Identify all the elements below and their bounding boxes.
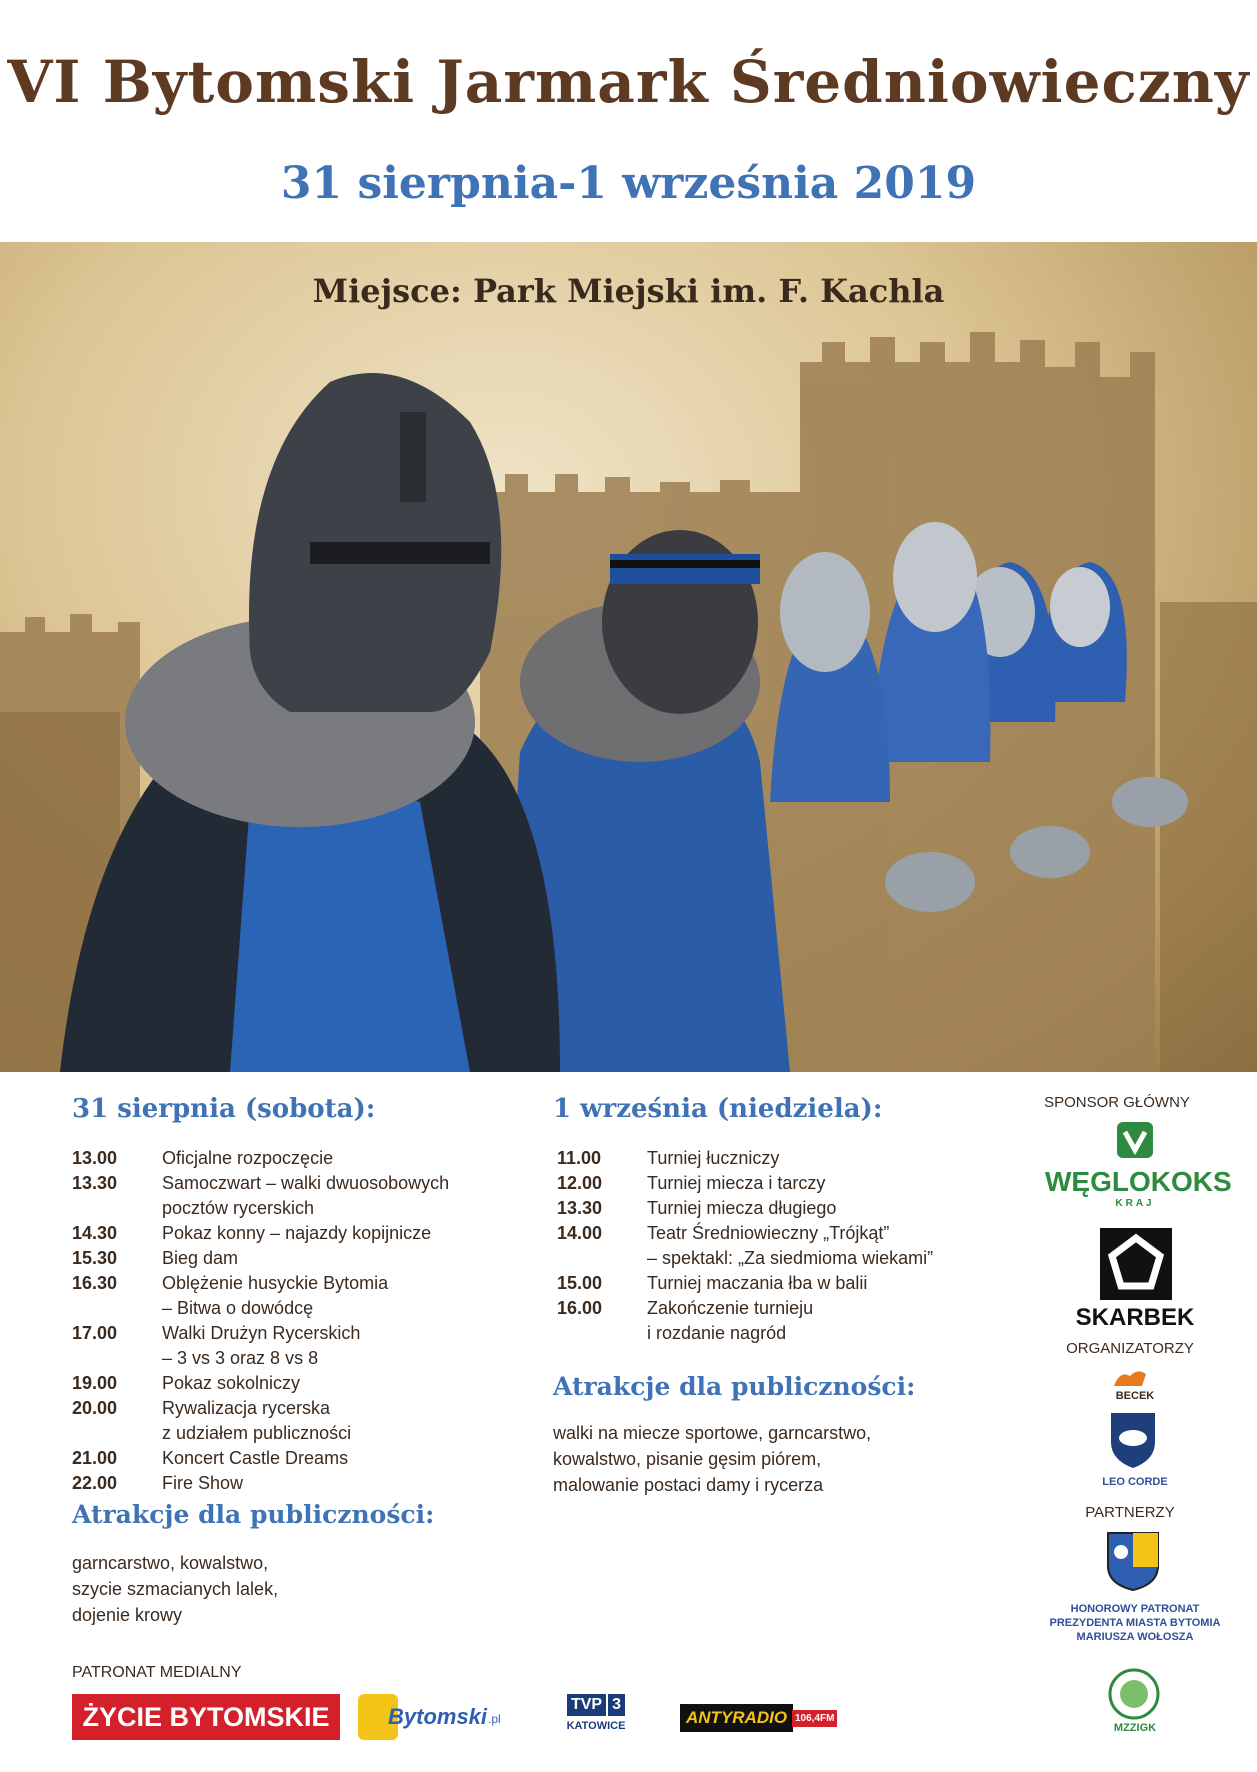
event-line: Turniej miecza długiego [647,1198,837,1218]
event-line: Turniej miecza i tarczy [647,1173,826,1193]
event-line: Rywalizacja rycerska [162,1398,331,1418]
event-time: 21.00 [72,1448,118,1468]
event-line: Bieg dam [162,1248,239,1268]
tvp-city: KATOWICE [566,1720,626,1732]
event-dates: 31 sierpnia-1 września 2019 [280,158,977,209]
schedule-row [72,1271,512,1321]
attraction-line: kowalstwo, pisanie gęsim piórem, [553,1449,822,1469]
poster-title: VI Bytomski Jarmark Średniowieczny [7,48,1250,116]
event-line: Pokaz sokolniczy [162,1373,301,1393]
antyradio-logo [680,1700,835,1740]
weglokoks-leaf-icon [1115,1120,1155,1165]
schedule-row [72,1471,512,1496]
patronage-line: PREZYDENTA MIASTA BYTOMIA [1049,1617,1221,1629]
event-time: 16.30 [72,1273,118,1293]
mzzigk-logo: MZZIGK [1113,1722,1157,1734]
event-name [162,1221,492,1246]
patronage-line: HONOROWY PATRONAT [1070,1603,1200,1615]
schedule-row [557,1146,997,1171]
schedule-row [72,1221,512,1246]
event-time: 14.00 [557,1223,603,1243]
skarbek-emblem-icon [1100,1228,1172,1305]
media-patronage-label: PATRONAT MEDIALNY [72,1664,242,1681]
attraction-line: dojenie krowy [72,1605,183,1625]
event-time: 22.00 [72,1473,118,1493]
main-sponsor-label: SPONSOR GŁÓWNY [1044,1094,1190,1111]
tvp-mark: TVP [567,1694,606,1716]
schedule-row [72,1396,512,1446]
schedule-row [557,1171,997,1196]
event-line: – spektakl: „Za siedmioma wiekami” [647,1248,934,1268]
partners-label: PARTNERZY [1085,1504,1175,1521]
event-name [162,1271,492,1321]
event-line: Pokaz konny – najazdy kopijnicze [162,1223,432,1243]
leo-corde-logo: LEO CORDE [1102,1476,1168,1488]
day2-attractions-heading: Atrakcje dla publiczności: [553,1372,916,1401]
schedule-row [557,1196,997,1221]
attraction-line: garncarstwo, kowalstwo, [72,1553,269,1573]
event-name [162,1396,492,1446]
event-name [162,1171,492,1221]
event-line: Zakończenie turnieju [647,1298,814,1318]
event-line: Oblężenie husyckie Bytomia [162,1273,389,1293]
event-name [647,1296,977,1346]
schedule-row [557,1271,997,1296]
day2-attractions [553,1420,973,1498]
event-line: Turniej maczania łba w balii [647,1273,868,1293]
event-name [162,1321,492,1371]
hero-image [0,242,1257,1072]
schedule-row [557,1221,997,1271]
event-line: – 3 vs 3 oraz 8 vs 8 [162,1348,319,1368]
event-name [647,1221,977,1271]
event-line: z udziałem publiczności [162,1423,352,1443]
event-time: 12.00 [557,1173,603,1193]
event-name [647,1171,977,1196]
event-line: – Bitwa o dowódcę [162,1298,314,1318]
event-time: 17.00 [72,1323,118,1343]
event-time: 20.00 [72,1398,118,1418]
event-time: 16.00 [557,1298,603,1318]
event-time: 14.30 [72,1223,118,1243]
event-name [647,1146,977,1171]
patronage-line: MARIUSZA WOŁOSZA [1076,1631,1194,1643]
day1-heading: 31 sierpnia (sobota): [72,1094,376,1124]
event-line: Samoczwart – walki dwuosobowych [162,1173,450,1193]
day1-attractions-heading: Atrakcje dla publiczności: [72,1500,435,1529]
event-time: 13.00 [72,1148,118,1168]
weglokoks-sub: KRAJ [1115,1198,1155,1209]
schedule-row [72,1171,512,1221]
schedule-row [72,1446,512,1471]
event-time: 15.30 [72,1248,118,1268]
bytomski-logo [358,1694,518,1740]
event-name [162,1146,492,1171]
attraction-line: malowanie postaci damy i rycerza [553,1475,824,1495]
zycie-bytomskie-logo: ŻYCIE BYTOMSKIE [72,1694,340,1740]
schedule-row [72,1321,512,1371]
event-line: Oficjalne rozpoczęcie [162,1148,334,1168]
event-time: 15.00 [557,1273,603,1293]
schedule-row [72,1371,512,1396]
event-time: 11.00 [557,1148,602,1168]
event-time: 19.00 [72,1373,118,1393]
event-line: Walki Drużyn Rycerskich [162,1323,361,1343]
leo-corde-shield-icon [1108,1410,1158,1475]
bytomski-suffix: .pl [488,1712,501,1726]
event-line: Fire Show [162,1473,244,1493]
venue-line: Miejsce: Park Miejski im. F. Kachla [312,272,945,310]
bytomski-text: Bytomski [388,1704,488,1729]
event-name [162,1471,492,1496]
antyradio-frequency: 106,4FM [792,1710,837,1727]
event-line: Turniej łuczniczy [647,1148,780,1168]
event-name [162,1246,492,1271]
event-time: 13.30 [72,1173,118,1193]
event-line: pocztów rycerskich [162,1198,315,1218]
schedule-row [72,1246,512,1271]
attraction-line: szycie szmacianych lalek, [72,1579,279,1599]
event-time: 13.30 [557,1198,603,1218]
schedule-row [557,1296,997,1346]
day2-heading: 1 września (niedziela): [553,1094,883,1124]
skarbek-logo: SKARBEK [1075,1304,1195,1331]
event-name [162,1446,492,1471]
event-name [647,1271,977,1296]
event-name [647,1196,977,1221]
day1-attractions [72,1550,472,1628]
tvp-number: 3 [608,1694,625,1716]
event-name [162,1371,492,1396]
attraction-line: walki na miecze sportowe, garncarstwo, [553,1423,872,1443]
bytom-coat-of-arms-icon [1105,1530,1161,1597]
schedule-row [72,1146,512,1171]
knights-illustration [0,242,1257,1072]
becek-logo: BECEK [1115,1390,1155,1402]
event-line: Teatr Średniowieczny „Trójkąt” [647,1223,890,1243]
honorary-patronage [1045,1602,1225,1644]
tvp3-logo [556,1694,636,1750]
organizers-label: ORGANIZATORZY [1066,1340,1194,1357]
event-line: i rozdanie nagród [647,1323,787,1343]
weglokoks-logo: WĘGLOKOKS [1045,1166,1232,1197]
event-line: Koncert Castle Dreams [162,1448,349,1468]
antyradio-text: ANTYRADIO [680,1704,793,1732]
mzzigk-emblem-icon [1108,1668,1160,1725]
